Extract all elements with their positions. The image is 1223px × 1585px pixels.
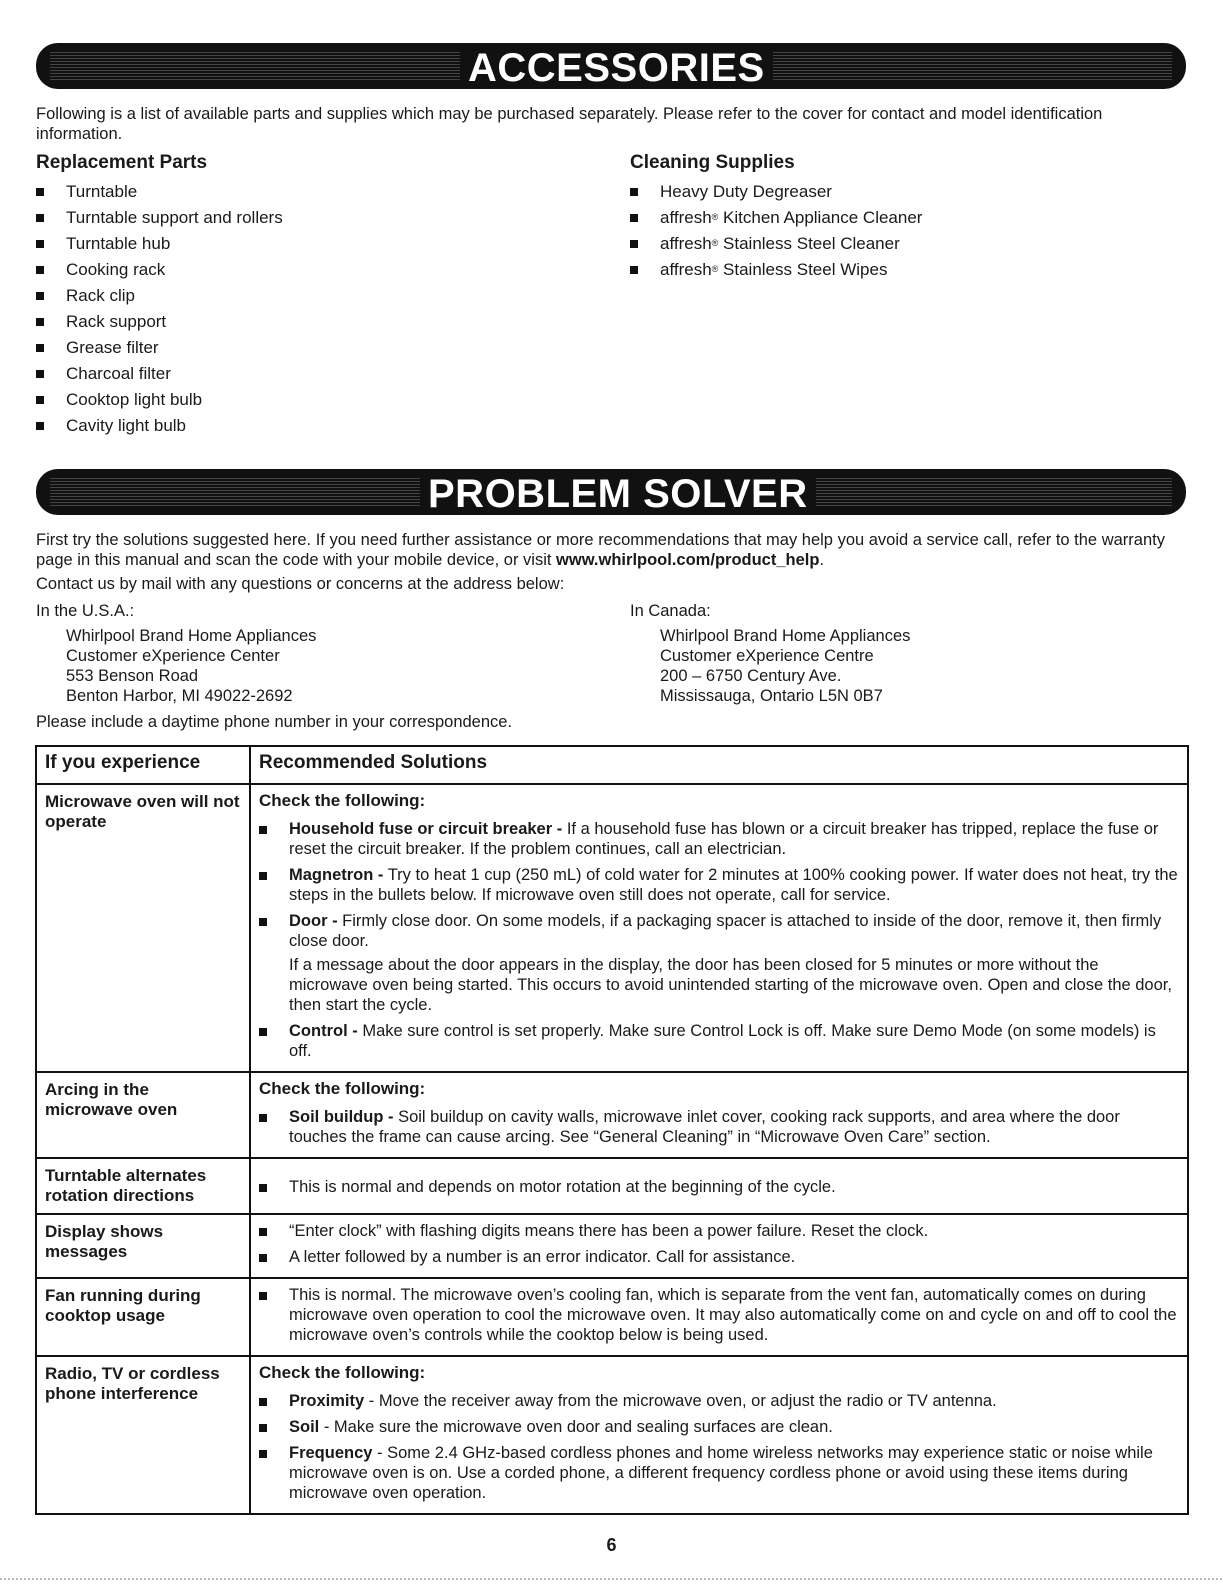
table-row xyxy=(36,784,1188,1072)
list-item: Cooktop light bulb xyxy=(36,389,283,415)
canada-address xyxy=(660,626,910,706)
help-url-link[interactable]: www.whirlpool.com/product_help xyxy=(556,551,820,569)
item-term: Frequency xyxy=(289,1444,373,1462)
solution-item xyxy=(259,911,1179,951)
solution-item xyxy=(259,1021,1179,1061)
solution-cell xyxy=(250,1072,1188,1158)
problem-cell: Microwave oven will not operate xyxy=(36,784,250,1072)
solution-item xyxy=(259,1285,1179,1345)
item-text: If a household fuse has blown or a circuit breaker has tripped, replace the fuse or reset the circuit breaker. If the problem continues, call an electrician. xyxy=(289,820,1159,858)
solution-item xyxy=(259,819,1179,859)
solution-item xyxy=(259,1417,1179,1437)
us-address xyxy=(66,626,316,706)
table-row xyxy=(36,1214,1188,1278)
replacement-parts-heading: Replacement Parts xyxy=(36,152,208,173)
door-note: If a message about the door appears in the display, the door has been closed for 5 minutes or more without the microwave oven being started. This occurs to avoid unintended starting of the microwave oven. Open and close the door, then start the cycle. xyxy=(289,956,1172,1014)
bottom-rule xyxy=(0,1578,1223,1580)
accessories-banner xyxy=(36,43,1186,89)
problem-solver-banner xyxy=(36,469,1186,515)
accessories-intro: Following is a list of available parts and supplies which may be purchased separately. Please refer to the cover for contact and model identification information. xyxy=(36,105,1103,143)
problem-solver-title: PROBLEM SOLVER xyxy=(420,469,816,515)
solution-item xyxy=(259,1247,1179,1267)
list-item xyxy=(630,181,922,207)
table-header-row xyxy=(36,746,1188,784)
list-item: Grease filter xyxy=(36,337,283,363)
cleaning-supplies-list xyxy=(630,181,922,285)
item-term: Door - xyxy=(289,912,338,930)
check-following: Check the following: xyxy=(259,791,426,810)
item-text: A letter followed by a number is an error indicator. Call for assistance. xyxy=(289,1248,796,1266)
us-label: In the U.S.A.: xyxy=(36,602,135,620)
table-row xyxy=(36,1072,1188,1158)
solution-item xyxy=(259,1391,1179,1411)
accessories-title: ACCESSORIES xyxy=(460,43,773,89)
check-following: Check the following: xyxy=(259,1363,426,1382)
item-text: Kitchen Appliance Cleaner xyxy=(718,208,923,227)
item-term: Control - xyxy=(289,1022,358,1040)
list-item: Turntable xyxy=(36,181,283,207)
solution-cell xyxy=(250,1214,1188,1278)
address-line: 200 – 6750 Century Ave. xyxy=(660,667,842,685)
address-line: Benton Harbor, MI 49022-2692 xyxy=(66,687,293,705)
list-item xyxy=(630,233,922,259)
item-text: Stainless Steel Cleaner xyxy=(718,234,900,253)
list-item: Cavity light bulb xyxy=(36,415,283,441)
registered-mark: ® xyxy=(711,238,719,248)
solution-cell xyxy=(250,1356,1188,1514)
contact-text: Contact us by mail with any questions or concerns at the address below: xyxy=(36,575,565,593)
solution-cell xyxy=(250,1158,1188,1214)
problem-cell: Radio, TV or cordless phone interference xyxy=(36,1356,250,1514)
canada-label: In Canada: xyxy=(630,602,711,620)
list-item: Turntable support and rollers xyxy=(36,207,283,233)
item-text: Stainless Steel Wipes xyxy=(718,260,888,279)
intro-end: . xyxy=(819,551,825,569)
item-text: This is normal. The microwave oven’s cooling fan, which is separate from the vent fan, automatically comes on during microwave oven operation to cool the microwave oven. It may also automatically come on and cycle on and off to cool the microwave oven’s controls while the cooktop below is being used. xyxy=(289,1286,1177,1344)
brand-name: affresh xyxy=(660,234,712,253)
solution-item xyxy=(259,1107,1179,1147)
col-header-problem: If you experience xyxy=(36,746,250,784)
table-row xyxy=(36,1356,1188,1514)
item-term: Magnetron - xyxy=(289,866,384,884)
solution-item xyxy=(259,1177,1179,1197)
problem-cell: Arcing in the microwave oven xyxy=(36,1072,250,1158)
address-line: Customer eXperience Center xyxy=(66,647,280,665)
item-term: Soil buildup - xyxy=(289,1108,394,1126)
address-line: 553 Benson Road xyxy=(66,667,199,685)
solution-cell xyxy=(250,784,1188,1072)
item-text: - Some 2.4 GHz-based cordless phones and home wireless networks may experience static or noise while microwave oven is on. Use a corded phone, a different frequency cordless phone or avoid using these items during microwave oven operation. xyxy=(289,1444,1153,1502)
registered-mark: ® xyxy=(711,212,719,222)
address-line: Whirlpool Brand Home Appliances xyxy=(66,627,317,645)
table-row xyxy=(36,1278,1188,1356)
item-term: Proximity xyxy=(289,1392,365,1410)
col-header-solutions: Recommended Solutions xyxy=(250,746,1188,784)
item-text: - Make sure the microwave oven door and sealing surfaces are clean. xyxy=(319,1418,833,1436)
item-text: Soil buildup on cavity walls, microwave inlet cover, cooking rack supports, and area where the door touches the frame can cause arcing. See “General Cleaning” in “Microwave Oven Care” section. xyxy=(289,1108,1120,1146)
list-item xyxy=(630,207,922,233)
item-text: Make sure control is set properly. Make sure Control Lock is off. Make sure Demo Mode (on some models) is off. xyxy=(289,1022,1156,1060)
item-text: - Move the receiver away from the microwave oven, or adjust the radio or TV antenna. xyxy=(364,1392,997,1410)
solution-item xyxy=(259,1221,1179,1241)
cleaning-supplies-heading: Cleaning Supplies xyxy=(630,152,795,173)
problem-solver-table xyxy=(35,745,1189,1515)
address-line: Mississauga, Ontario L5N 0B7 xyxy=(660,687,883,705)
registered-mark: ® xyxy=(711,264,719,274)
problem-solver-intro xyxy=(36,530,1186,570)
list-item xyxy=(630,259,922,285)
phone-note: Please include a daytime phone number in your correspondence. xyxy=(36,713,513,731)
item-text: Firmly close door. On some models, if a packaging spacer is attached to inside of the door, remove it, then firmly close door. xyxy=(289,912,1162,950)
problem-cell: Display shows messages xyxy=(36,1214,250,1278)
item-text: Try to heat 1 cup (250 mL) of cold water for 2 minutes at 100% cooking power. If water does not heat, try the steps in the bullets below. If microwave oven still does not operate, call for service. xyxy=(289,866,1178,904)
problem-cell: Turntable alternates rotation directions xyxy=(36,1158,250,1214)
intro-text: First try the solutions suggested here. If you need further assistance or more recommendations that may help you avoid a service call, refer to the warranty page in this manual and scan the code with your mobile device, or visit xyxy=(36,531,1165,569)
address-line: Whirlpool Brand Home Appliances xyxy=(660,627,911,645)
problem-cell: Fan running during cooktop usage xyxy=(36,1278,250,1356)
address-line: Customer eXperience Centre xyxy=(660,647,874,665)
solution-cell xyxy=(250,1278,1188,1356)
page-number: 6 xyxy=(606,1535,617,1555)
item-text: Heavy Duty Degreaser xyxy=(660,182,832,201)
list-item: Rack clip xyxy=(36,285,283,311)
item-text: “Enter clock” with flashing digits means there has been a power failure. Reset the clock. xyxy=(289,1222,929,1240)
brand-name: affresh xyxy=(660,260,712,279)
item-text: This is normal and depends on motor rotation at the beginning of the cycle. xyxy=(289,1178,836,1196)
list-item: Rack support xyxy=(36,311,283,337)
item-term: Soil xyxy=(289,1418,320,1436)
check-following: Check the following: xyxy=(259,1079,426,1098)
item-term: Household fuse or circuit breaker - xyxy=(289,820,563,838)
list-item: Turntable hub xyxy=(36,233,283,259)
brand-name: affresh xyxy=(660,208,712,227)
list-item: Charcoal filter xyxy=(36,363,283,389)
solution-item xyxy=(259,1443,1179,1503)
replacement-parts-list xyxy=(36,181,283,441)
table-row xyxy=(36,1158,1188,1214)
list-item: Cooking rack xyxy=(36,259,283,285)
solution-item xyxy=(259,865,1179,905)
